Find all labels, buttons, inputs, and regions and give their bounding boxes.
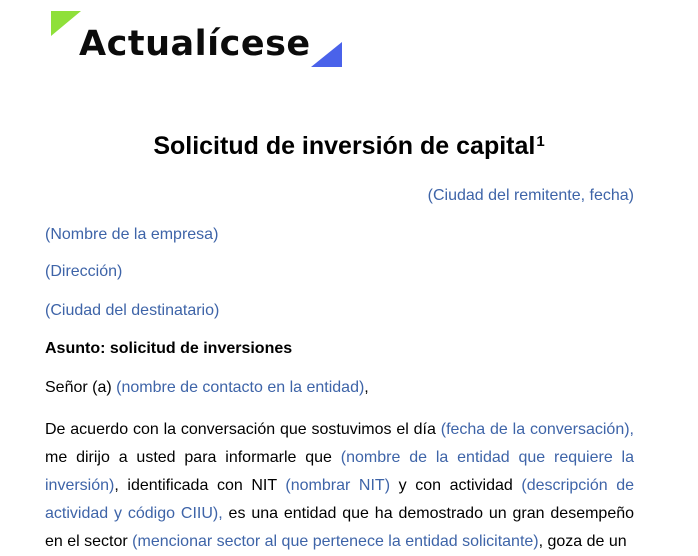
body-text-4: y con actividad [390,477,522,494]
sender-city-date: (Ciudad del remitente, fecha) [427,187,634,204]
salutation [45,378,369,398]
title-text: Solicitud de inversión de capital [153,132,536,160]
footnote-marker: 1 [536,133,545,150]
body-text-3: , identificada con NIT [114,477,286,494]
body-text-1: De acuerdo con la conversación que sostuvimos el día [45,421,441,438]
document-title [0,131,698,161]
salutation-suffix: , [364,379,369,396]
address-placeholder: (Dirección) [45,263,123,280]
subject-line: Asunto: solicitud de inversiones [45,340,293,357]
salutation-prefix: Señor (a) [45,379,117,396]
nit-placeholder: (nombrar NIT) [285,477,391,494]
sector-placeholder: (mencionar sector al que pertenece la entidad solicitante) [132,533,539,550]
body-text-5: es una entidad que ha demostrado un gran desempeño en el sector [45,505,635,550]
company-name-placeholder: (Nombre de la empresa) [45,226,219,243]
entity-name-placeholder: (nombre de la entidad que requiere la inversión) [45,449,635,494]
recipient-city-placeholder: (Ciudad del destinatario) [45,302,220,319]
logo-wordmark: Actualícese [79,24,311,64]
conversation-date-placeholder: (fecha de la conversación), [440,421,635,438]
activity-placeholder: (descripción de actividad y código CIIU), [45,477,635,522]
body-text-6: , goza de un [538,533,627,550]
logo-blue-triangle-icon [311,42,342,67]
contact-placeholder: (nombre de contacto en la entidad) [116,379,365,396]
body-paragraph [45,416,634,556]
brand-logo [0,0,360,80]
body-text-2: me dirijo a usted para informarle que [45,449,341,466]
logo-green-triangle-icon [51,11,81,36]
